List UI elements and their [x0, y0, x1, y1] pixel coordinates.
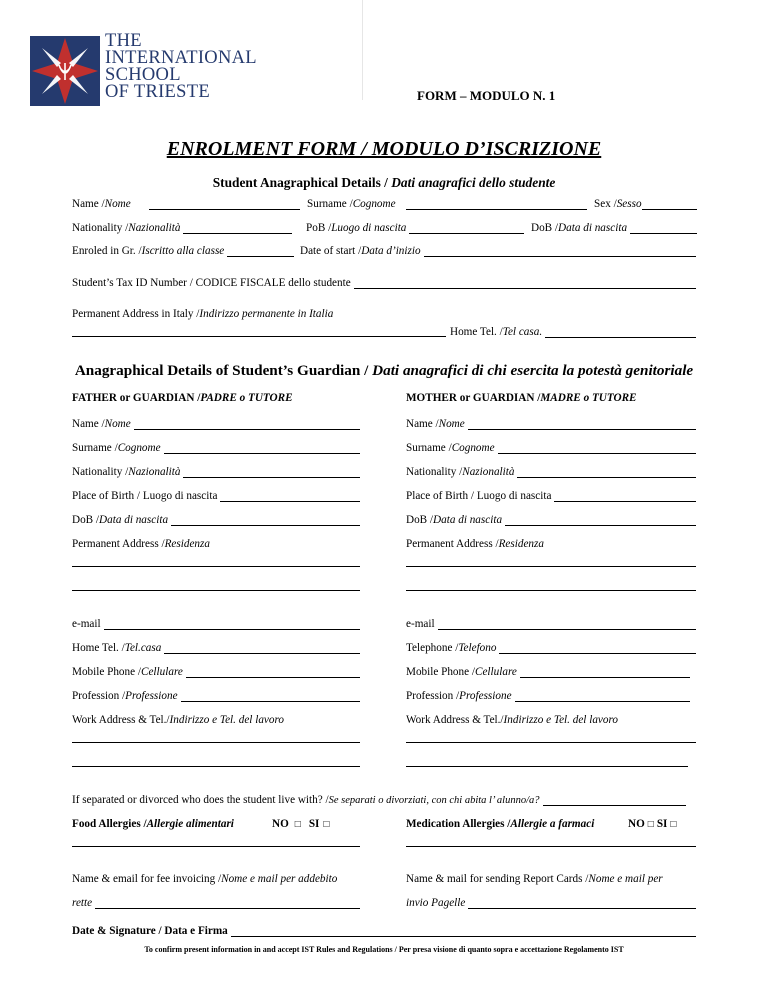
student-grade-field[interactable]	[72, 245, 294, 257]
label: Place of Birth / Luogo di nascita	[406, 490, 552, 502]
mother-heading	[406, 392, 637, 404]
father-home-tel-field[interactable]	[72, 642, 360, 654]
father-address-line-2[interactable]	[72, 590, 360, 591]
label-en: Mobile Phone /	[406, 666, 475, 678]
label-en: Name & email for fee invoicing /	[72, 873, 222, 885]
label-it: Indirizzo permanente in Italia	[199, 308, 334, 320]
label-en: Name & mail for sending Report Cards /	[406, 873, 589, 885]
confirmation-note: To confirm present information in and accept IST Rules and Regulations / Per presa visione di quanto sopra e accettazione Regolamento IST	[144, 945, 624, 954]
label-en: Date of start /	[300, 245, 362, 257]
label-en: Surname /	[72, 442, 118, 454]
label-it: Residenza	[498, 538, 544, 550]
medication-no-label: NO	[628, 818, 645, 830]
student-nationality-field[interactable]	[72, 222, 292, 234]
label-it: Cellulare	[141, 666, 183, 678]
label-it: Nome e mail per addebito	[221, 873, 338, 885]
food-allergies-line[interactable]	[72, 846, 360, 847]
label-en: MOTHER or GUARDIAN /	[406, 392, 541, 404]
father-mobile-field[interactable]	[72, 666, 360, 678]
label-it: Cognome	[451, 442, 495, 454]
label-en: Medication Allergies /	[406, 818, 511, 830]
label-en: Surname /	[406, 442, 452, 454]
label-it: Allergie a farmaci	[510, 818, 595, 830]
food-allergies-options	[272, 818, 329, 830]
father-profession-field[interactable]	[72, 690, 360, 702]
label-en: Mobile Phone /	[72, 666, 141, 678]
student-sex-field[interactable]	[594, 198, 697, 210]
father-address-line-1[interactable]	[72, 566, 360, 567]
label-it: Cellulare	[475, 666, 517, 678]
father-work-line-2[interactable]	[72, 766, 360, 767]
medication-si-label: SI	[656, 818, 668, 830]
label-it: Se separati o divorziati, con chi abita l’ alunno/a?	[328, 795, 540, 806]
label-en: DoB /	[406, 514, 434, 526]
label-en: Profession /	[72, 690, 126, 702]
mother-address-line-2[interactable]	[406, 590, 696, 591]
medication-allergies-line[interactable]	[406, 846, 696, 847]
student-start-date-field[interactable]	[300, 245, 696, 257]
label-en: If separated or divorced who does the student live with? /	[72, 794, 329, 806]
mother-dob-field[interactable]	[406, 514, 696, 526]
label-it: Data di nascita	[433, 514, 503, 526]
father-email-field[interactable]	[72, 618, 360, 630]
label-en: PoB /	[306, 222, 332, 234]
student-home-tel-field[interactable]	[450, 326, 696, 338]
food-no-label: NO	[272, 818, 289, 830]
medication-si-checkbox[interactable]: □	[670, 819, 677, 830]
separated-field[interactable]	[72, 794, 686, 806]
label-it: Cognome	[352, 198, 396, 210]
label-en: Home Tel. /	[450, 326, 503, 338]
label-en: Permanent Address /	[72, 538, 165, 550]
label-en: Name /	[72, 198, 105, 210]
label-en: Permanent Address /	[406, 538, 499, 550]
label-it: Tel casa.	[502, 326, 543, 338]
student-section-title	[0, 175, 768, 191]
medication-allergies-options	[628, 818, 676, 830]
father-pob-field[interactable]	[72, 490, 360, 502]
label-it: Nome	[104, 198, 131, 210]
father-address-label	[72, 538, 210, 550]
food-allergies-label	[72, 818, 234, 830]
label-it: Nome	[438, 418, 465, 430]
father-nationality-field[interactable]	[72, 466, 360, 478]
report-cards-label	[406, 873, 663, 885]
mother-pob-field[interactable]	[406, 490, 696, 502]
label-en: Work Address & Tel./	[72, 714, 170, 726]
label-it: Nazionalità	[462, 466, 515, 478]
page-title: ENROLMENT FORM / MODULO D’ISCRIZIONE	[166, 138, 602, 160]
label-it: Data di nascita	[558, 222, 628, 234]
label-it: rette	[72, 897, 93, 909]
compass-star-icon	[30, 36, 100, 106]
label-it: Indirizzo e Tel. del lavoro	[169, 714, 285, 726]
label-en: Sex /	[594, 198, 617, 210]
section-title-en: Student Anagraphical Details /	[212, 175, 392, 190]
school-name-logo	[105, 33, 257, 101]
label: e-mail	[406, 618, 435, 630]
report-cards-field[interactable]	[406, 897, 696, 909]
mother-email-field[interactable]	[406, 618, 696, 630]
label-it: Tel.casa	[124, 642, 162, 654]
label-it: Iscritto alla classe	[141, 245, 225, 257]
label: e-mail	[72, 618, 101, 630]
label-en: Home Tel. /	[72, 642, 125, 654]
signature-field[interactable]	[72, 925, 696, 937]
father-surname-field[interactable]	[72, 442, 360, 454]
father-dob-field[interactable]	[72, 514, 360, 526]
student-taxid-field[interactable]	[72, 277, 696, 289]
medication-allergies-label	[406, 818, 594, 830]
father-work-line-1[interactable]	[72, 742, 360, 743]
mother-nationality-field[interactable]	[406, 466, 696, 478]
label-it: invio Pagelle	[406, 897, 466, 909]
father-name-field[interactable]	[72, 418, 360, 430]
logo-line: OF TRIESTE	[105, 82, 210, 102]
label-it: Allergie alimentari	[146, 818, 234, 830]
logo-line: SCHOOL	[105, 65, 181, 85]
label-en: Name /	[406, 418, 439, 430]
label-en: Profession /	[406, 690, 460, 702]
logo-line: THE	[105, 31, 142, 51]
label-it: Indirizzo e Tel. del lavoro	[503, 714, 619, 726]
label: Date & Signature / Data e Firma	[72, 925, 228, 937]
student-address-label	[72, 308, 333, 320]
label-it: Professione	[459, 690, 512, 702]
label-it: Professione	[125, 690, 178, 702]
label-en: Enroled in Gr. /	[72, 245, 142, 257]
form-number: FORM – MODULO N. 1	[417, 88, 556, 103]
label-en: Name /	[72, 418, 105, 430]
section-title-en: Anagraphical Details of Student’s Guardian /	[74, 362, 373, 379]
label: Student’s Tax ID Number / CODICE FISCALE dello studente	[72, 277, 351, 289]
mother-mobile-field[interactable]	[406, 666, 690, 678]
label-it: Nome e mail per	[588, 873, 663, 885]
label-en: DoB /	[531, 222, 559, 234]
label-en: DoB /	[72, 514, 100, 526]
mother-surname-field[interactable]	[406, 442, 696, 454]
logo-line: INTERNATIONAL	[105, 48, 257, 68]
mother-address-line-1[interactable]	[406, 566, 696, 567]
label-it: PADRE o TUTORE	[200, 392, 293, 404]
section-title-it: Dati anagrafici di chi esercita la potestà genitoriale	[372, 362, 694, 379]
label-en: Surname /	[307, 198, 353, 210]
label-it: Cognome	[117, 442, 161, 454]
student-dob-field[interactable]	[531, 222, 697, 234]
student-pob-field[interactable]	[306, 222, 524, 234]
label-it: Data di nascita	[99, 514, 169, 526]
section-title-it: Dati anagrafici dello studente	[391, 175, 556, 190]
food-si-checkbox[interactable]: □	[323, 819, 330, 830]
student-surname-field[interactable]	[307, 198, 587, 210]
label-it: Luogo di nascita	[331, 222, 407, 234]
label-en: Permanent Address in Italy /	[72, 308, 200, 320]
student-address-line[interactable]	[72, 336, 446, 337]
food-si-label: SI	[308, 818, 320, 830]
guardian-section-title	[0, 362, 768, 380]
mother-address-label	[406, 538, 544, 550]
label-en: Nationality /	[72, 466, 129, 478]
label-it: Telefono	[458, 642, 497, 654]
mother-profession-field[interactable]	[406, 690, 690, 702]
label-it: Nazionalità	[128, 466, 181, 478]
fee-invoicing-label	[72, 873, 337, 885]
label-en: Food Allergies /	[72, 818, 147, 830]
label-it: MADRE o TUTORE	[540, 392, 637, 404]
student-name-field[interactable]	[72, 198, 300, 210]
father-work-label	[72, 714, 284, 726]
mother-name-field[interactable]	[406, 418, 696, 430]
label-en: Nationality /	[406, 466, 463, 478]
school-logo	[30, 36, 100, 106]
food-no-checkbox[interactable]: □	[294, 819, 301, 830]
label-it: Data d’inizio	[361, 245, 421, 257]
label-it: Residenza	[164, 538, 210, 550]
mother-work-line-1[interactable]	[406, 742, 696, 743]
label-en: Telephone /	[406, 642, 459, 654]
mother-telephone-field[interactable]	[406, 642, 696, 654]
label-en: Nationality /	[72, 222, 129, 234]
label-en: Work Address & Tel./	[406, 714, 504, 726]
label-it: Sesso	[616, 198, 642, 210]
label-en: FATHER or GUARDIAN /	[72, 392, 201, 404]
father-heading	[72, 392, 293, 404]
header-divider	[362, 0, 363, 100]
label: Place of Birth / Luogo di nascita	[72, 490, 218, 502]
medication-no-checkbox[interactable]: □	[647, 819, 654, 830]
mother-work-line-2[interactable]	[406, 766, 688, 767]
fee-invoicing-field[interactable]	[72, 897, 360, 909]
mother-work-label	[406, 714, 618, 726]
label-it: Nome	[104, 418, 131, 430]
label-it: Nazionalità	[128, 222, 181, 234]
